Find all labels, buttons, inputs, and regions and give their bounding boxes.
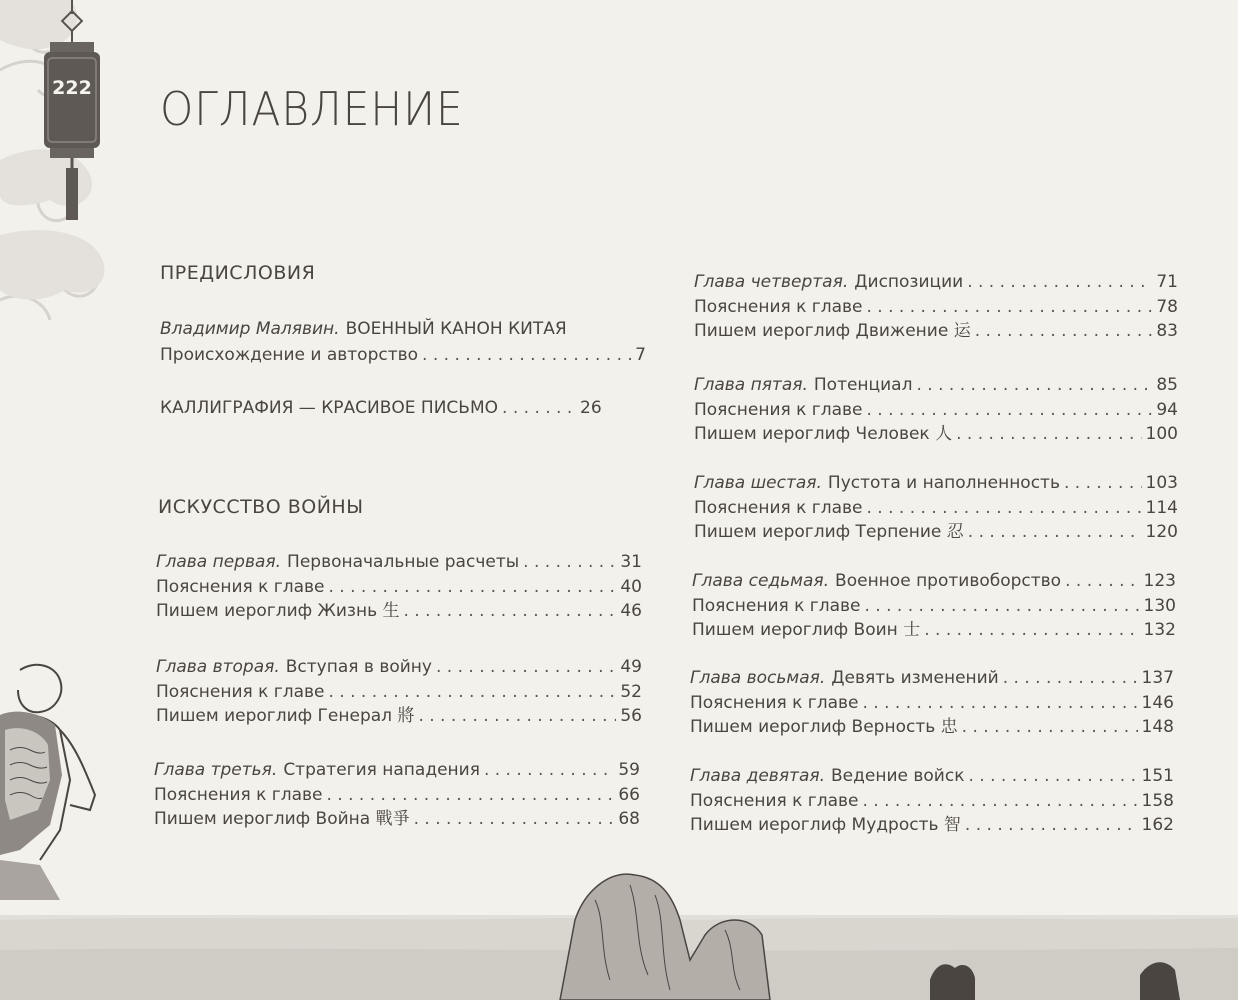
toc-entry-hieroglyph[interactable]	[694, 319, 1178, 343]
dot-leader	[968, 764, 1137, 788]
chapter-title: Военное противоборство	[835, 571, 1062, 591]
dot-leader	[867, 496, 1142, 520]
chapter-page: 137	[1141, 668, 1174, 688]
chapter-page: 59	[618, 760, 640, 780]
dot-leader	[329, 680, 617, 704]
toc-entry-notes[interactable]	[692, 594, 1176, 618]
chapter-title: Потенциал	[813, 375, 913, 395]
dot-leader	[863, 789, 1138, 813]
toc-entry-calligraphy[interactable]	[160, 396, 646, 420]
dot-leader	[523, 550, 616, 574]
toc-entry-notes[interactable]	[690, 691, 1174, 715]
toc-entry-chapter[interactable]	[694, 373, 1178, 397]
chapter-page: 85	[1156, 375, 1178, 395]
toc-entry-chapter[interactable]	[156, 550, 642, 574]
toc-entry-notes[interactable]	[156, 575, 642, 599]
notes-title: Пояснения к главе	[694, 399, 863, 420]
hieroglyph-title: Пишем иероглиф Движение 运	[694, 321, 971, 341]
dot-leader	[956, 422, 1141, 446]
toc-entry-chapter[interactable]	[154, 758, 640, 782]
chapter-title: Стратегия нападения	[283, 760, 480, 780]
hieroglyph-title: Пишем иероглиф Терпение 忍	[694, 522, 964, 542]
chapter-page: 103	[1145, 473, 1178, 493]
chapter-label: Глава седьмая.	[692, 571, 830, 591]
chapter-title: Ведение войск	[831, 766, 965, 786]
hieroglyph-title: Пишем иероглиф Человек 人	[694, 424, 953, 444]
dot-leader	[965, 813, 1138, 837]
toc-entry-hieroglyph[interactable]	[694, 422, 1178, 446]
chapter-page: 123	[1143, 571, 1176, 591]
notes-title: Пояснения к главе	[690, 790, 859, 811]
notes-title: Пояснения к главе	[694, 296, 863, 317]
chapter-label: Глава пятая.	[694, 375, 808, 395]
notes-title: Пояснения к главе	[690, 692, 859, 713]
dot-leader	[329, 575, 617, 599]
hieroglyph-page: 56	[620, 706, 642, 726]
hieroglyph-title: Пишем иероглиф Верность 忠	[690, 717, 958, 737]
hieroglyph-title: Пишем иероглиф Война 戰爭	[154, 809, 410, 829]
dot-leader	[502, 396, 576, 420]
dot-leader	[863, 691, 1138, 715]
mountain-landscape	[0, 860, 1238, 1000]
hieroglyph-title: Пишем иероглиф Жизнь 生	[156, 601, 400, 621]
toc-entry-origin[interactable]	[160, 343, 646, 367]
toc-entry-notes[interactable]	[156, 680, 642, 704]
dot-leader	[975, 319, 1153, 343]
notes-page: 78	[1156, 296, 1178, 317]
toc-entry-hieroglyph[interactable]	[694, 520, 1178, 544]
toc-entry-chapter[interactable]	[156, 655, 642, 679]
notes-page: 114	[1145, 497, 1178, 518]
dot-leader	[404, 599, 617, 623]
notes-page: 158	[1141, 790, 1174, 811]
hieroglyph-page: 162	[1141, 815, 1174, 835]
toc-entry-hieroglyph[interactable]	[156, 704, 642, 728]
dot-leader	[967, 270, 1152, 294]
dot-leader	[414, 807, 615, 831]
dot-leader	[484, 758, 614, 782]
chapter-label: Глава первая.	[156, 552, 282, 572]
toc-entry-hieroglyph[interactable]	[690, 715, 1174, 739]
dot-leader	[865, 594, 1140, 618]
notes-title: Пояснения к главе	[694, 497, 863, 518]
notes-title: Пояснения к главе	[154, 784, 323, 805]
author-title: ВОЕННЫЙ КАНОН КИТАЯ	[345, 319, 567, 339]
chapter-label: Глава шестая.	[694, 473, 822, 493]
chapter-label: Глава четвертая.	[694, 272, 849, 292]
chapter-page: 31	[620, 552, 642, 572]
hieroglyph-page: 83	[1156, 321, 1178, 341]
chapter-title: Первоначальные расчеты	[287, 552, 520, 572]
dot-leader	[962, 715, 1138, 739]
dot-leader	[418, 704, 616, 728]
chapter-label: Глава восьмая.	[690, 668, 826, 688]
notes-title: Пояснения к главе	[692, 595, 861, 616]
hieroglyph-page: 46	[620, 601, 642, 621]
notes-title: Пояснения к главе	[156, 576, 325, 597]
toc-entry-hieroglyph[interactable]	[692, 618, 1176, 642]
chapter-page: 49	[620, 657, 642, 677]
chapter-title: Пустота и наполненность	[827, 473, 1060, 493]
entry-page: 26	[580, 398, 602, 418]
notes-page: 40	[620, 576, 642, 597]
page-title: ОГЛАВЛЕНИЕ	[160, 82, 464, 136]
hieroglyph-page: 68	[618, 809, 640, 829]
hieroglyph-page: 148	[1141, 717, 1174, 737]
toc-entry-notes[interactable]	[154, 783, 640, 807]
section-heading-prefaces: ПРЕДИСЛОВИЯ	[160, 262, 316, 284]
entry-title: Происхождение и авторство	[160, 345, 419, 365]
entry-title: КАЛЛИГРАФИЯ — КРАСИВОЕ ПИСЬМО	[160, 398, 499, 418]
dot-leader	[436, 655, 616, 679]
notes-title: Пояснения к главе	[156, 681, 325, 702]
toc-entry-chapter[interactable]	[690, 666, 1174, 690]
entry-page: 7	[635, 345, 646, 365]
chapter-title: Диспозиции	[854, 272, 964, 292]
dot-leader	[916, 373, 1152, 397]
dot-leader	[422, 343, 631, 367]
hieroglyph-title: Пишем иероглиф Мудрость 智	[690, 815, 961, 835]
page-number: 222	[52, 77, 92, 99]
hieroglyph-title: Пишем иероглиф Генерал 將	[156, 706, 415, 726]
notes-page: 66	[618, 784, 640, 805]
chapter-label: Глава девятая.	[690, 766, 826, 786]
toc-entry-notes[interactable]	[694, 398, 1178, 422]
notes-page: 94	[1156, 399, 1178, 420]
chapter-page: 71	[1156, 272, 1178, 292]
toc-entry-chapter[interactable]	[694, 270, 1178, 294]
toc-entry-chapter[interactable]	[694, 471, 1178, 495]
chapter-label: Глава третья.	[154, 760, 278, 780]
hieroglyph-page: 120	[1145, 522, 1178, 542]
author-name: Владимир Малявин.	[160, 319, 340, 339]
hieroglyph-page: 100	[1145, 424, 1178, 444]
toc-entry-chapter[interactable]	[692, 569, 1176, 593]
chapter-title: Девять изменений	[831, 668, 999, 688]
lantern-icon	[40, 0, 104, 225]
chapter-page: 151	[1141, 766, 1174, 786]
toc-entry-notes[interactable]	[690, 789, 1174, 813]
dot-leader	[1064, 471, 1142, 495]
notes-page: 52	[620, 681, 642, 702]
notes-page: 146	[1141, 692, 1174, 713]
hieroglyph-page: 132	[1143, 620, 1176, 640]
dot-leader	[1003, 666, 1138, 690]
dot-leader	[867, 398, 1153, 422]
toc-entry-chapter[interactable]	[690, 764, 1174, 788]
chapter-title: Вступая в войну	[285, 657, 432, 677]
hieroglyph-title: Пишем иероглиф Воин 士	[692, 620, 921, 640]
toc-entry-notes[interactable]	[694, 496, 1178, 520]
dot-leader	[1065, 569, 1139, 593]
toc-entry-notes[interactable]	[694, 295, 1178, 319]
toc-entry-hieroglyph[interactable]	[156, 599, 642, 623]
notes-page: 130	[1143, 595, 1176, 616]
section-heading-art-of-war: ИСКУССТВО ВОЙНЫ	[158, 496, 364, 518]
toc-entry-author[interactable]	[160, 317, 646, 341]
dot-leader	[867, 295, 1153, 319]
toc-entry-hieroglyph[interactable]	[154, 807, 640, 831]
chapter-label: Глава вторая.	[156, 657, 280, 677]
toc-entry-hieroglyph[interactable]	[690, 813, 1174, 837]
dot-leader	[968, 520, 1142, 544]
dot-leader	[924, 618, 1139, 642]
dot-leader	[327, 783, 615, 807]
